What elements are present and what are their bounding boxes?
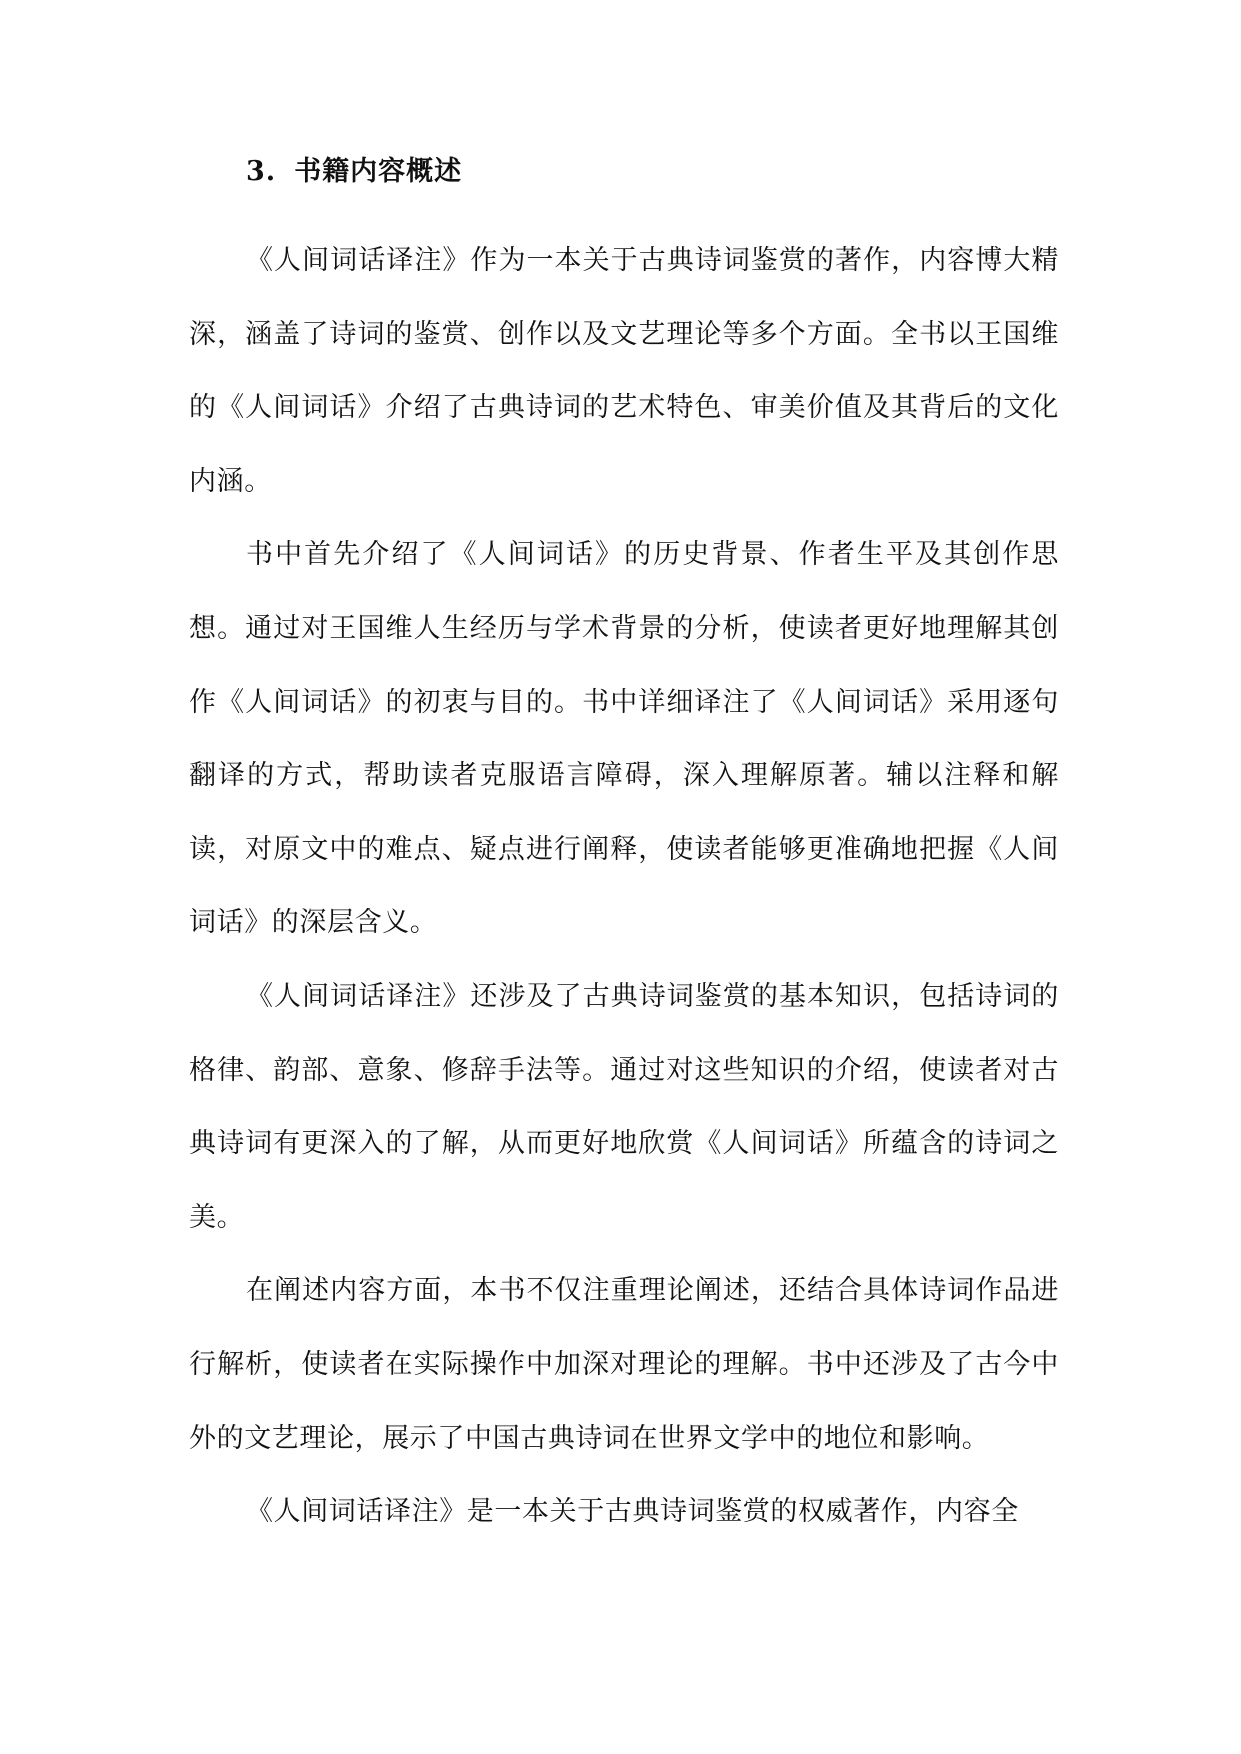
section-heading: [246, 142, 1059, 202]
paragraph-basic-knowledge: 《人间词话译注》还涉及了古典诗词鉴赏的基本知识，包括诗词的格律、韵部、意象、修辞手法等。通过对这些知识的介绍，使读者对古典诗词有更深入的了解，从而更好地欣赏《人间词话》所蕴含的诗词之美。: [189, 980, 1059, 1233]
section-title: 书籍内容概述: [294, 156, 463, 187]
document-body: [189, 142, 1059, 1549]
paragraph-theory: 在阐述内容方面，本书不仅注重理论阐述，还结合具体诗词作品进行解析，使读者在实际操作中加深对理论的理解。书中还涉及了古今中外的文艺理论，展示了中国古典诗词在世界文学中的地位和影响。: [189, 1275, 1059, 1454]
section-number: 3.: [246, 156, 277, 187]
paragraph-summary: 《人间词话译注》是一本关于古典诗词鉴赏的权威著作，内容全: [246, 1496, 1019, 1528]
paragraph-background: 书中首先介绍了《人间词话》的历史背景、作者生平及其创作思想。通过对王国维人生经历与学术背景的分析，使读者更好地理解其创作《人间词话》的初衷与目的。书中详细译注了《人间词话》采用逐句翻译的方式，帮助读者克服语言障碍，深入理解原著。辅以注释和解读，对原文中的难点、疑点进行阐释，使读者能够更准确地把握《人间词话》的深层含义。: [189, 539, 1059, 939]
paragraph-overview: 《人间词话译注》作为一本关于古典诗词鉴赏的著作，内容博大精深，涵盖了诗词的鉴赏、创作以及文艺理论等多个方面。全书以王国维的《人间词话》介绍了古典诗词的艺术特色、审美价值及其背后的文化内涵。: [189, 245, 1059, 497]
